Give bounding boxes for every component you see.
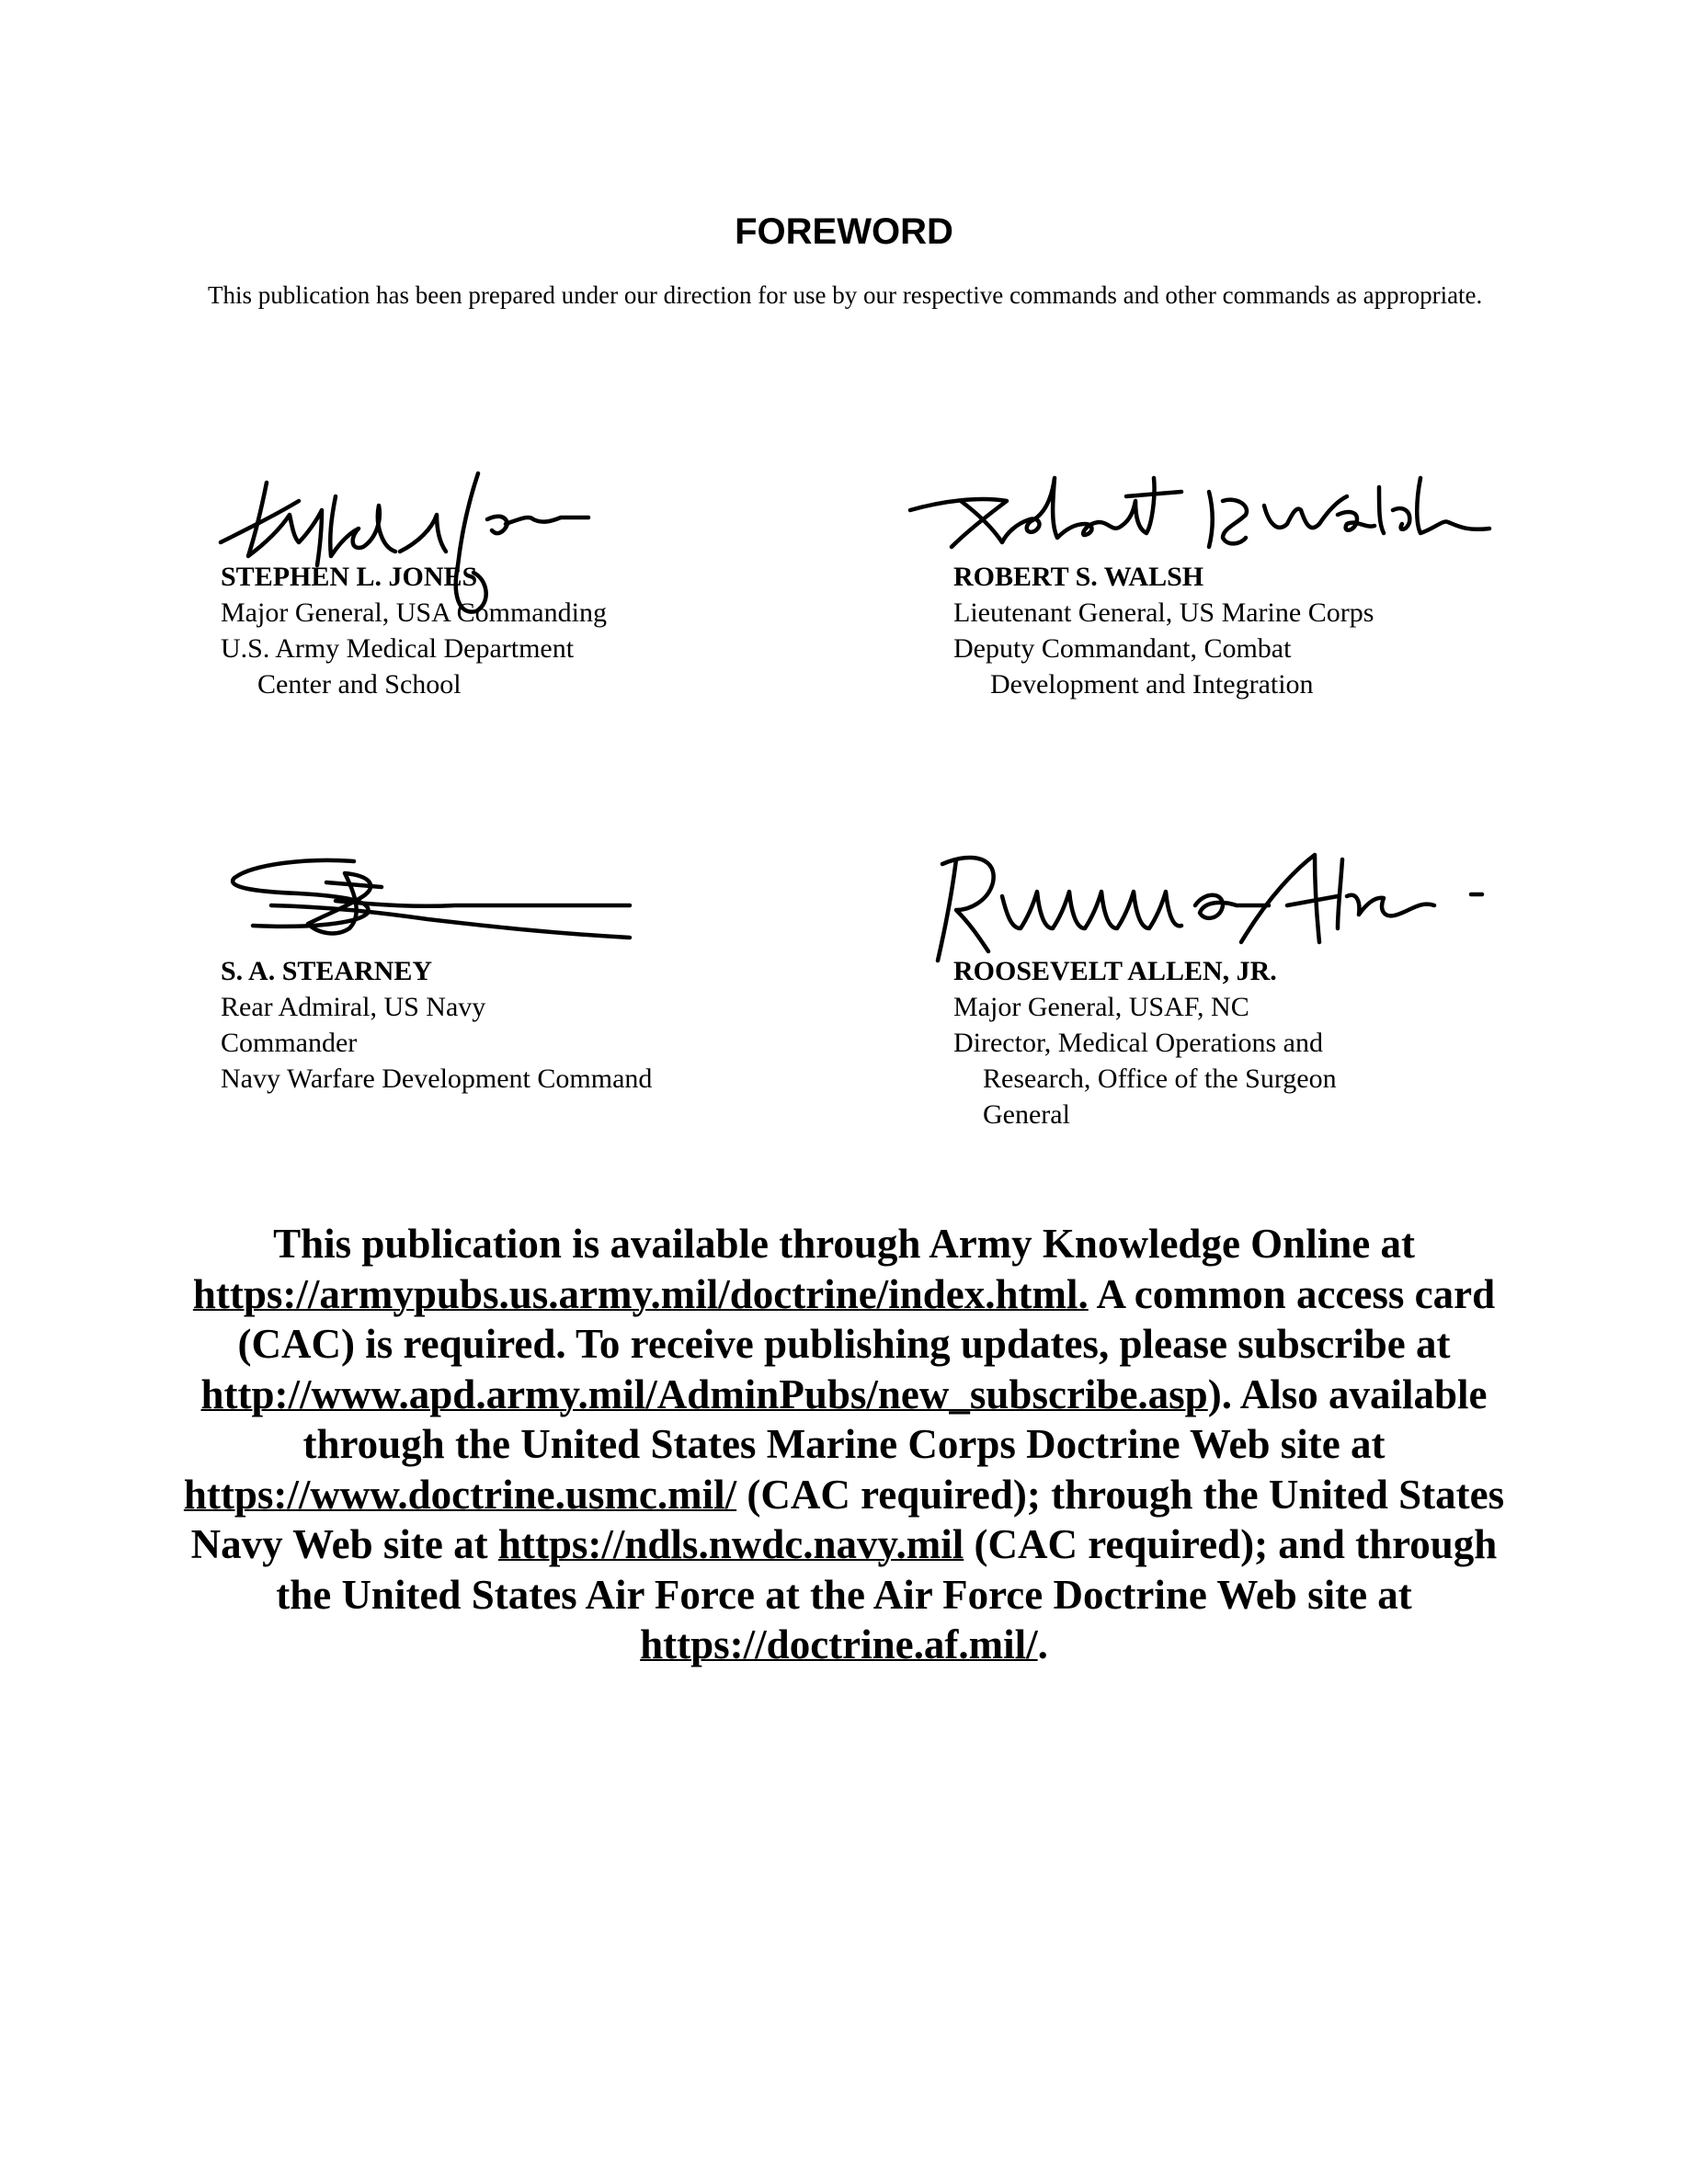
availability-text: .: [1037, 1621, 1048, 1667]
signatory-name: S. A. STEARNEY: [221, 956, 433, 986]
availability-statement: [165, 1219, 1523, 1670]
signatory-title-line: Development and Integration: [990, 669, 1314, 700]
availability-text: (CAC required); and through the United States Air Force at the Air Force Doctrine Web site at: [276, 1521, 1498, 1618]
signatory-title-line: Lieutenant General, US Marine Corps: [953, 597, 1374, 628]
signatory-name: ROBERT S. WALSH: [953, 562, 1204, 592]
signatory-title-line: Deputy Commandant, Combat: [953, 633, 1292, 664]
signatory-block-stearney: [221, 953, 652, 1097]
availability-text: A common access card (CAC) is required. To receive publishing updates, please subscribe at: [237, 1270, 1496, 1367]
signatory-title-line: General: [983, 1099, 1070, 1130]
signature-stearney: [216, 850, 639, 951]
page-title: FOREWORD: [735, 211, 953, 252]
usmc-doctrine-link[interactable]: https://www.doctrine.usmc.mil/: [183, 1471, 737, 1518]
availability-text: (CAC required); through the United States Navy Web site at: [190, 1471, 1505, 1567]
signatory-name: STEPHEN L. JONES: [221, 562, 478, 592]
signatory-title-line: Research, Office of the Surgeon: [983, 1064, 1337, 1094]
armypubs-link[interactable]: https://armypubs.us.army.mil/doctrine/index.html.: [192, 1270, 1089, 1317]
signatory-title-line: Major General, USAF, NC: [953, 992, 1249, 1022]
signatory-title-line: Navy Warfare Development Command: [221, 1064, 653, 1094]
signatory-title-line: Commander: [221, 1028, 358, 1058]
signatory-block-jones: [221, 559, 607, 702]
signature-walsh: [906, 460, 1494, 561]
apd-subscribe-link[interactable]: http://www.apd.army.mil/AdminPubs/new_subscribe.asp: [200, 1371, 1208, 1417]
signature-allen: [919, 841, 1508, 970]
availability-text: This publication is available through Army Knowledge Online at: [273, 1221, 1415, 1267]
signatory-block-walsh: [953, 559, 1374, 702]
intro-paragraph: This publication has been prepared under our direction for use by our respective commands and other commands as appropriate.: [208, 281, 1483, 309]
navy-ndls-link[interactable]: https://ndls.nwdc.navy.mil: [497, 1521, 964, 1567]
signatory-title-line: Major General, USA Commanding: [221, 597, 607, 628]
signatory-title-line: Rear Admiral, US Navy: [221, 992, 486, 1022]
availability-text: ). Also available through the United States Marine Corps Doctrine Web site at: [302, 1371, 1488, 1467]
af-doctrine-link[interactable]: https://doctrine.af.mil/: [640, 1621, 1038, 1667]
signatory-title-line: Center and School: [257, 669, 462, 700]
signatory-name: ROOSEVELT ALLEN, JR.: [953, 956, 1277, 986]
signatory-title-line: U.S. Army Medical Department: [221, 633, 575, 664]
signatory-title-line: Director, Medical Operations and: [953, 1028, 1323, 1058]
signatory-block-allen: [953, 953, 1337, 1132]
